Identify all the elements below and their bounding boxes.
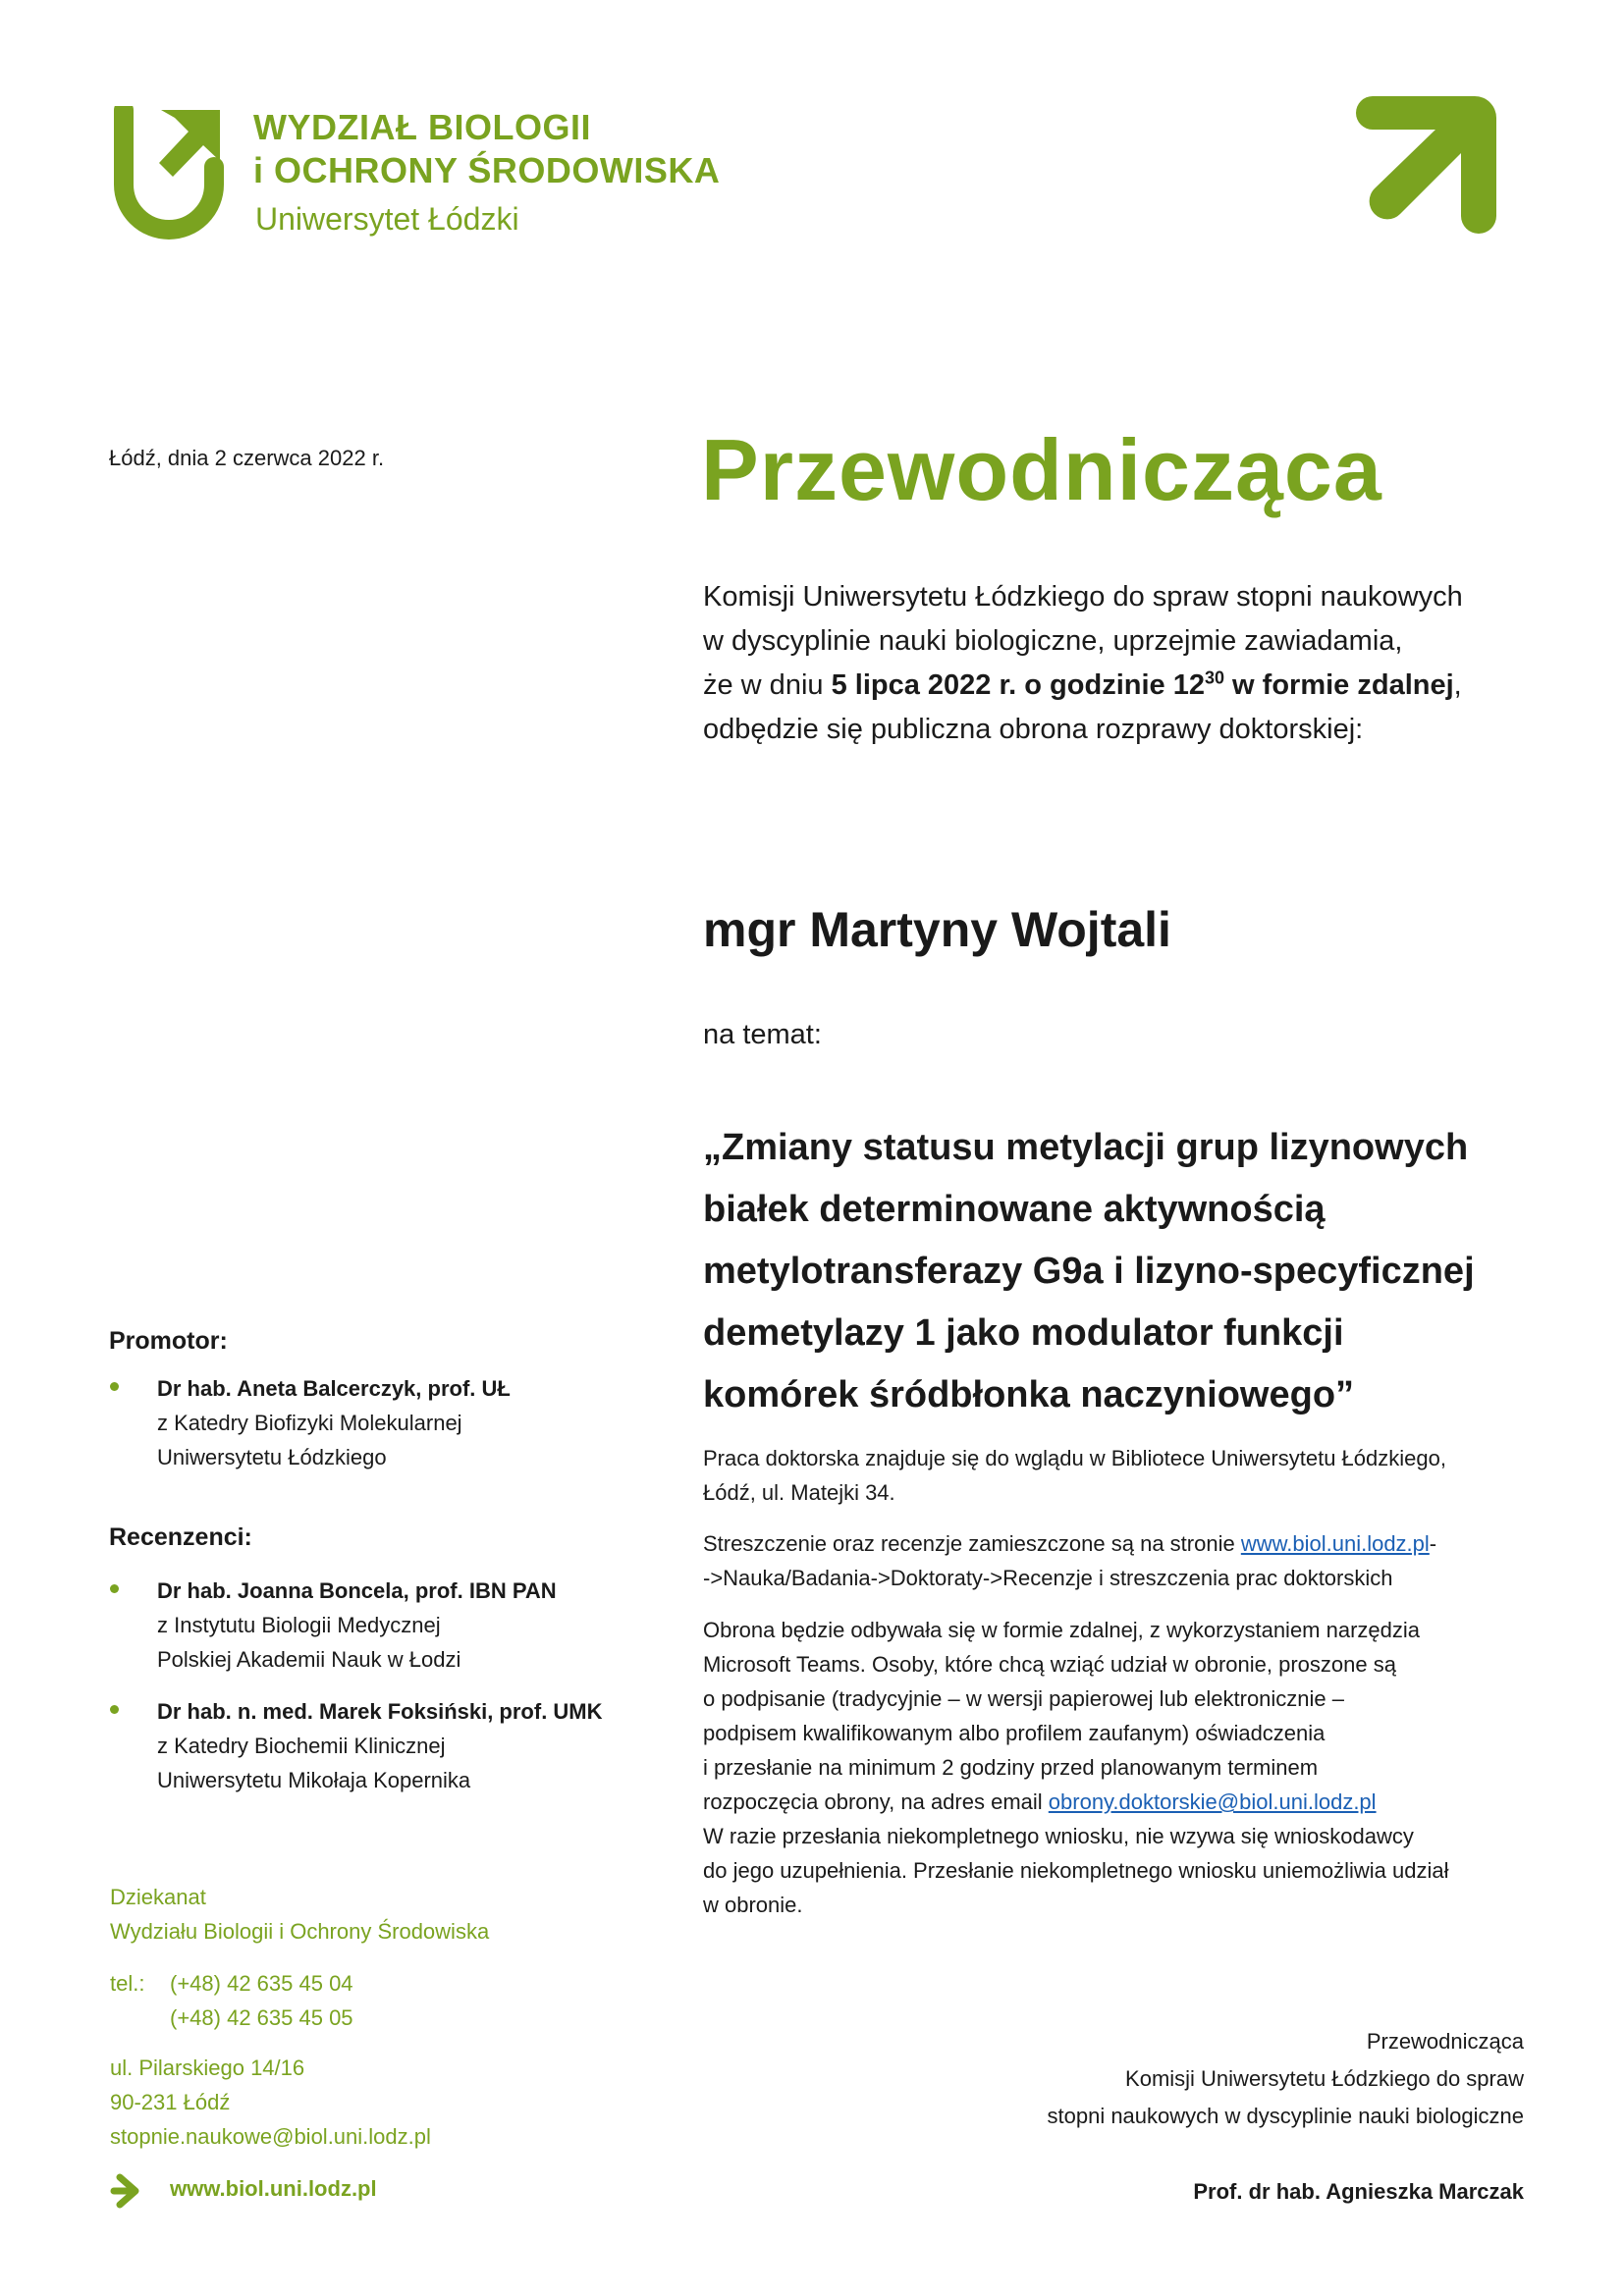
bullet-icon [110,1705,119,1714]
office-line1: Dziekanat [110,1885,206,1909]
university-name: Uniwersytet Łódzki [255,201,519,237]
defense-line9: w obronie. [703,1893,803,1917]
defense-line6 [703,1785,1567,1819]
promoter-heading: Promotor: [109,1327,228,1355]
intro-line4: odbędzie się publiczna obrona rozprawy doktorskiej: [703,714,1364,745]
thesis-line5: komórek śródbłonka naczyniowego” [703,1374,1355,1415]
library-line1: Praca doktorska znajduje się do wglądu w Bibliotece Uniwersytetu Łódzkiego, [703,1446,1446,1470]
library-note [703,1441,1567,1510]
intro-line3 [703,664,1567,708]
reviewer-unit-line1: z Instytutu Biologii Medycznej [157,1613,441,1637]
faculty-name [253,106,720,192]
faculty-website-link[interactable]: www.biol.uni.lodz.pl [1240,1531,1430,1556]
faculty-name-line1: WYDZIAŁ BIOLOGII [253,107,591,147]
street: ul. Pilarskiego 14/16 [110,2056,305,2080]
defense-email-link[interactable]: obrony.doktorskie@biol.uni.lodz.pl [1048,1789,1377,1814]
contact-email[interactable]: stopnie.naukowe@biol.uni.lodz.pl [110,2124,431,2149]
promoter-unit-line2: Uniwersytetu Łódzkiego [157,1445,387,1469]
thesis-title [703,1117,1567,1426]
defense-note [703,1613,1567,1922]
city: 90-231 Łódź [110,2090,231,2114]
intro-line3-pre: że w dniu [703,669,832,701]
address-block [110,2051,431,2154]
arrow-right-icon [110,2173,145,2209]
signature-line1: Przewodnicząca [1366,2029,1524,2054]
defense-minutes: 30 [1204,667,1224,688]
phone-number: (+48) 42 635 45 05 [170,2005,353,2030]
dean-office [110,1880,489,1949]
intro-line1: Komisji Uniwersytetu Łódzkiego do spraw stopni naukowych [703,581,1463,613]
phone-block [110,1966,353,2035]
candidate-name: mgr Martyny Wojtali [703,902,1171,957]
signature-block [1048,2023,1525,2135]
reviewer-unit-line1: z Katedry Biochemii Klinicznej [157,1734,446,1758]
letter-date: Łódź, dnia 2 czerwca 2022 r. [109,446,385,470]
defense-line8: do jego uzupełnienia. Przesłanie niekompletnego wniosku uniemożliwia udział [703,1858,1449,1883]
reviewer-entry [157,1694,603,1797]
defense-date: 5 lipca 2022 r. o godzinie 12 [831,669,1205,701]
website-link[interactable]: www.biol.uni.lodz.pl [170,2176,377,2201]
topic-label: na temat: [703,1019,822,1050]
office-line2: Wydziału Biologii i Ochrony Środowiska [110,1919,490,1944]
bullet-icon [110,1382,119,1391]
signature-line3: stopni naukowych w dyscyplinie nauki biologiczne [1047,2104,1524,2128]
reviewers-heading: Recenzenci: [109,1523,252,1551]
bullet-icon [110,1584,119,1593]
promoter-name: Dr hab. Aneta Balcerczyk, prof. UŁ [157,1376,511,1401]
library-line2: Łódź, ul. Matejki 34. [703,1480,895,1505]
abstract-line1 [703,1526,1567,1561]
defense-mode: w formie zdalnej [1224,669,1454,701]
abstract-dash: - [1429,1531,1437,1556]
defense-line3: o podpisanie (tradycyjnie – w wersji papierowej lub elektronicznie – [703,1686,1345,1711]
defense-line6-pre: rozpoczęcia obrony, na adres email [703,1789,1049,1814]
abstract-pre: Streszczenie oraz recenzje zamieszczone są na stronie [703,1531,1241,1556]
intro-line3-post: , [1453,669,1462,701]
promoter-unit-line1: z Katedry Biofizyki Molekularnej [157,1411,462,1435]
promoter-entry [157,1371,511,1474]
abstract-line2: ->Nauka/Badania->Doktoraty->Recenzje i streszczenia prac doktorskich [703,1566,1393,1590]
announcement-intro [703,575,1567,752]
tel-label: tel.: [110,1971,145,1996]
faculty-name-line2: i OCHRONY ŚRODOWISKA [253,150,721,190]
thesis-line1: „Zmiany statusu metylacji grup lizynowych [703,1127,1469,1168]
defense-line7: W razie przesłania niekompletnego wniosku, nie wzywa się wnioskodawcy [703,1824,1414,1848]
page-title: Przewodnicząca [701,421,1382,518]
defense-line4: podpisem kwalifikowanym albo profilem zaufanym) oświadczenia [703,1721,1326,1745]
signer-name: Prof. dr hab. Agnieszka Marczak [1193,2179,1524,2204]
reviewer-unit-line2: Polskiej Akademii Nauk w Łodzi [157,1647,461,1672]
thesis-line3: metylotransferazy G9a i lizyno-specyficznej [703,1251,1475,1292]
defense-line5: i przesłanie na minimum 2 godziny przed planowanym terminem [703,1755,1319,1780]
arrow-up-right-icon [1355,96,1496,234]
defense-line2: Microsoft Teams. Osoby, które chcą wziąć udział w obronie, proszone są [703,1652,1396,1677]
signature-line2: Komisji Uniwersytetu Łódzkiego do spraw [1125,2066,1524,2091]
defense-line1: Obrona będzie odbywała się w formie zdalnej, z wykorzystaniem narzędzia [703,1618,1421,1642]
reviewer-name: Dr hab. Joanna Boncela, prof. IBN PAN [157,1578,557,1603]
abstract-note [703,1526,1567,1595]
thesis-line4: demetylazy 1 jako modulator funkcji [703,1312,1344,1354]
reviewer-unit-line2: Uniwersytetu Mikołaja Kopernika [157,1768,471,1792]
faculty-logo-icon [110,106,228,243]
phone-number: (+48) 42 635 45 04 [170,1971,353,1996]
reviewer-entry [157,1574,557,1677]
reviewer-name: Dr hab. n. med. Marek Foksiński, prof. UMK [157,1699,603,1724]
intro-line2: w dyscyplinie nauki biologiczne, uprzejmie zawiadamia, [703,625,1403,657]
thesis-line2: białek determinowane aktywnością [703,1189,1326,1230]
